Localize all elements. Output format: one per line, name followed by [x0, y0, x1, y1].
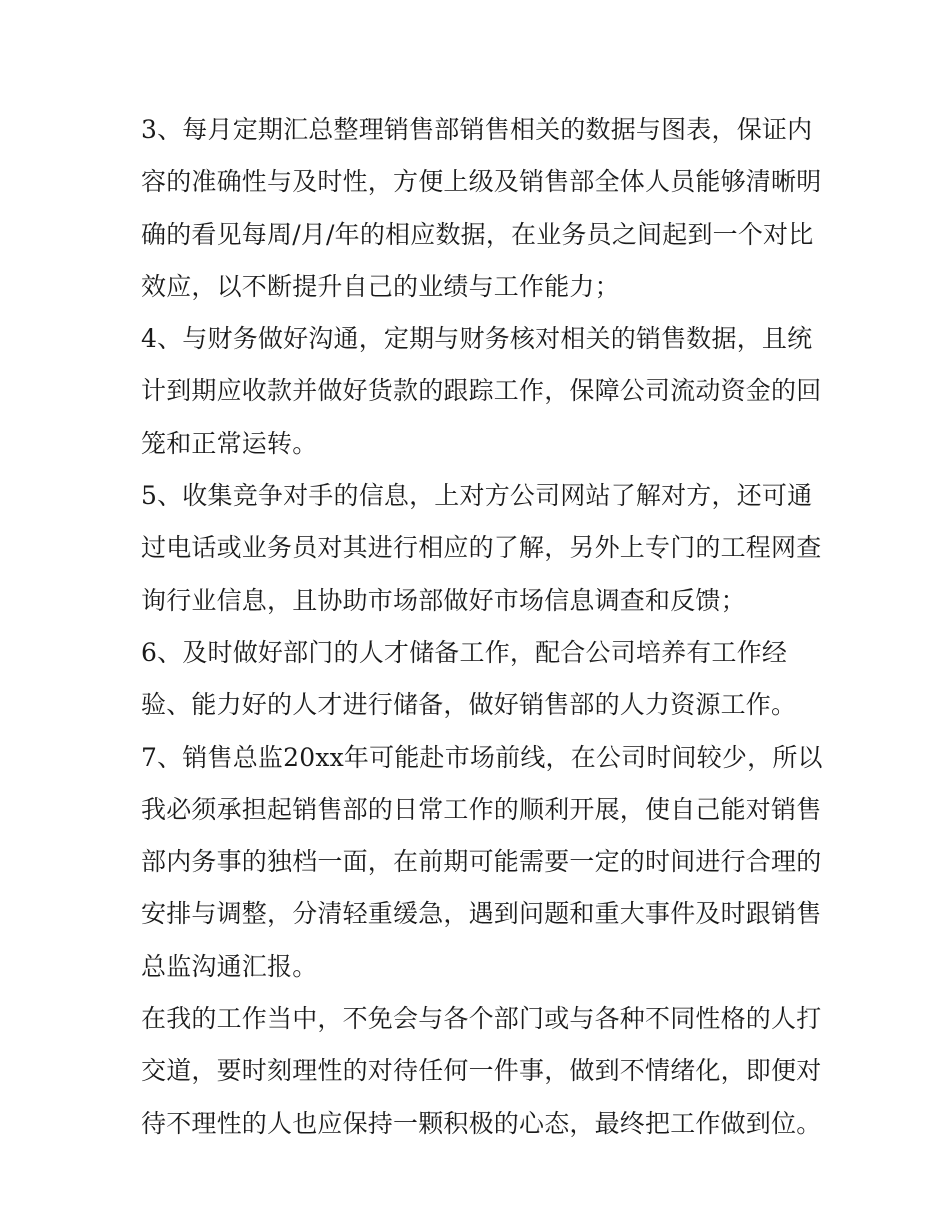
text-line: 效应，以不断提升自己的业绩与工作能力；	[141, 271, 620, 301]
text-line: 部内务事的独档一面，在前期可能需要一定的时间进行合理的	[141, 847, 822, 877]
text-line: 安排与调整，分清轻重缓急，遇到问题和重大事件及时跟销售	[141, 899, 822, 929]
text-line: 验、能力好的人才进行储备，做好销售部的人力资源工作。	[141, 690, 797, 720]
text-line: 在我的工作当中，不免会与各个部门或与各种不同性格的人打	[141, 1004, 822, 1034]
text-line: 计到期应收款并做好货款的跟踪工作，保障公司流动资金的回	[141, 376, 822, 406]
text-line: 5、收集竞争对手的信息，上对方公司网站了解对方，还可通	[141, 481, 813, 511]
text-line: 容的准确性与及时性，方便上级及销售部全体人员能够清晰明	[141, 167, 822, 197]
text-line: 总监沟通汇报。	[141, 951, 318, 981]
text-line: 询行业信息，且协助市场部做好市场信息调查和反馈；	[141, 585, 746, 615]
text-line: 交道，要时刻理性的对待任何一件事，做到不情绪化，即便对	[141, 1056, 822, 1086]
text-line: 4、与财务做好沟通，定期与财务核对相关的销售数据，且统	[141, 324, 813, 354]
text-line: 笼和正常运转。	[141, 428, 318, 458]
text-line: 我必须承担起销售部的日常工作的顺利开展，使自己能对销售	[141, 794, 822, 824]
text-line: 6、及时做好部门的人才储备工作，配合公司培养有工作经	[141, 637, 788, 667]
text-line: 3、每月定期汇总整理销售部销售相关的数据与图表，保证内	[141, 115, 813, 144]
text-line: 确的看见每周/月/年的相应数据，在业务员之间起到一个对比	[141, 219, 814, 249]
text-line: 7、销售总监20xx年可能赴市场前线，在公司时间较少，所以	[141, 742, 823, 772]
text-line: 过电话或业务员对其进行相应的了解，另外上专门的工程网查	[141, 533, 822, 563]
text-line: 待不理性的人也应保持一颗积极的心态，最终把工作做到位。	[141, 1108, 822, 1138]
document-body	[141, 104, 821, 1150]
